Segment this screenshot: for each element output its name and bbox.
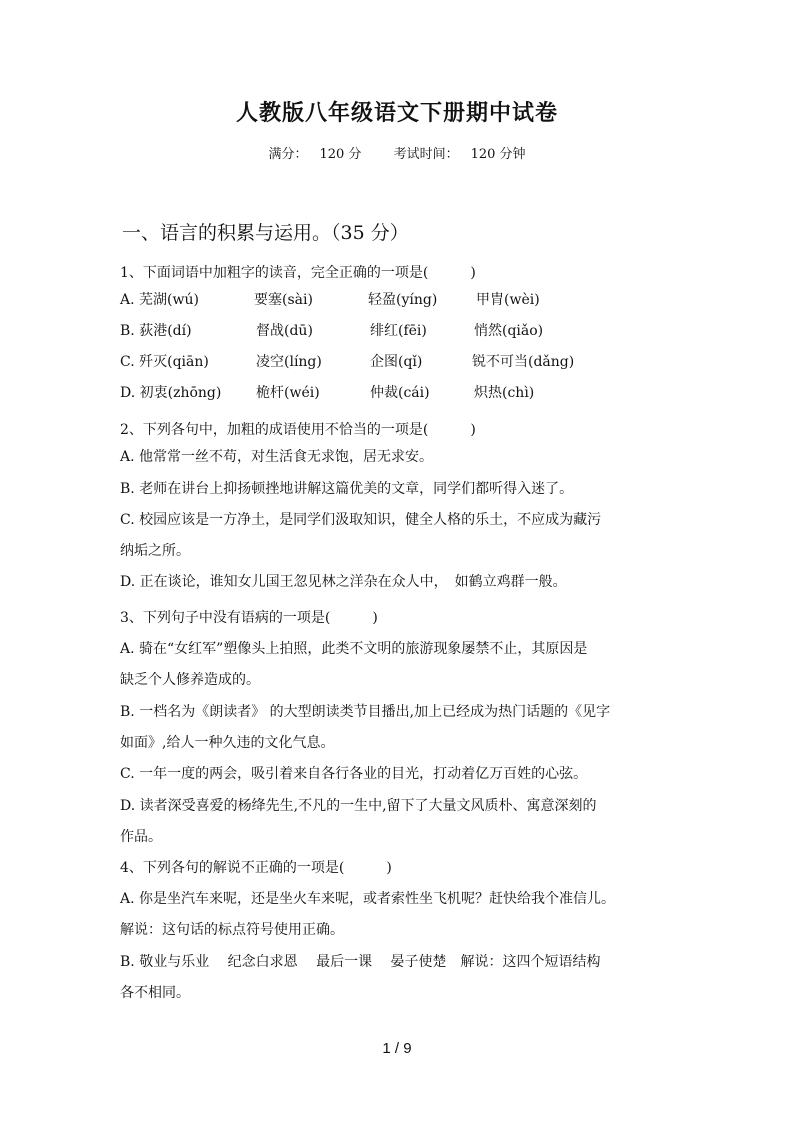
question-3-stem: 3、下列句子中没有语病的一项是( ) [120,610,378,626]
question-1-stem: 1、下面词语中加粗字的读音，完全正确的一项是( ) [120,265,476,281]
q1-d-4: 炽热(chì) [474,385,535,401]
time-label: 考试时间： [393,147,459,162]
q1-c-2: 凌空(líng) [256,354,322,370]
q4-option-a-line2: 解说：这句话的标点符号使用正确。 [120,922,344,938]
q1-b-4: 悄然(qiǎo) [474,323,544,339]
q2-option-a: A. 他常常一丝不苟，对生活食无求饱，居无求安。 [120,449,434,465]
q1-b-2: 督战(dū) [256,323,313,339]
q3-option-c: C. 一年一度的两会，吸引着来自各行各业的目光，打动着亿万百姓的心弦。 [120,766,588,782]
q1-c-4: 锐不可当(dǎng) [472,354,575,370]
score-value: 120 分 [319,147,362,162]
score-label: 满分： [268,147,308,162]
q2-option-b: B. 老师在讲台上抑扬顿挫地讲解这篇优美的文章，同学们都听得入迷了。 [120,481,574,497]
question-2-stem: 2、下列各句中，加粗的成语使用不恰当的一项是( ) [120,422,476,438]
q1-a-3: 轻盈(yíng) [368,292,438,308]
q1-c-1: C. 歼灭(qiān) [120,354,209,370]
q3-option-d-line1: D. 读者深受喜爱的杨绛先生,不凡的一生中,留下了大量文风质朴、寓意深刻的 [120,798,597,814]
page-title: 人教版八年级语文下册期中试卷 [235,101,558,126]
q3-option-a-line2: 缺乏个人修养造成的。 [120,672,260,688]
q3-option-b-line2: 如面》,给人一种久违的文化气息。 [120,735,335,751]
exam-meta [0,143,794,162]
q1-d-2: 桅杆(wéi) [256,385,320,401]
q1-d-1: D. 初衷(zhōng) [120,385,222,401]
time-value: 120 分钟 [470,147,526,162]
q1-b-3: 绯红(fēi) [370,323,427,339]
q4-option-a-line1: A. 你是坐汽车来呢，还是坐火车来呢，或者索性坐飞机呢？赶快给我个准信儿。 [120,891,616,907]
q4-option-b-line1: B. 敬业与乐业 纪念白求恩 最后一课 晏子使楚 解说：这四个短语结构 [120,954,601,970]
q3-option-a-line1: A. 骑在“女红军”塑像头上拍照，此类不文明的旅游现象屡禁不止，其原因是 [120,641,588,657]
q1-b-1: B. 荻港(dí) [120,323,192,339]
q4-option-b-line2: 各不相同。 [120,985,190,1001]
q1-c-3: 企图(qǐ) [370,354,423,370]
page-number: 1 / 9 [382,1040,412,1057]
q1-a-4: 甲胄(wèi) [476,292,540,308]
question-4-stem: 4、下列各句的解说不正确的一项是( ) [120,860,392,876]
q2-option-d: D. 正在谈论，谁知女儿国王忽见林之洋杂在众人中， 如鹤立鸡群一般。 [120,574,567,590]
q1-d-3: 仲裁(cái) [370,385,430,401]
section-heading: 一、语言的积累与运用。（35 分） [122,222,409,244]
q2-option-c-line1: C. 校园应该是一方净土，是同学们汲取知识，健全人格的乐土，不应成为藏污 [120,512,602,528]
q3-option-d-line2: 作品。 [120,829,162,845]
q3-option-b-line1: B. 一档名为《朗读者》 的大型朗读类节目播出,加上已经成为热门话题的《见字 [120,704,611,720]
q2-option-c-line2: 纳垢之所。 [120,543,190,559]
q1-a-2: 要塞(sài) [254,292,313,308]
q1-a-1: A. 芜湖(wú) [120,292,199,308]
